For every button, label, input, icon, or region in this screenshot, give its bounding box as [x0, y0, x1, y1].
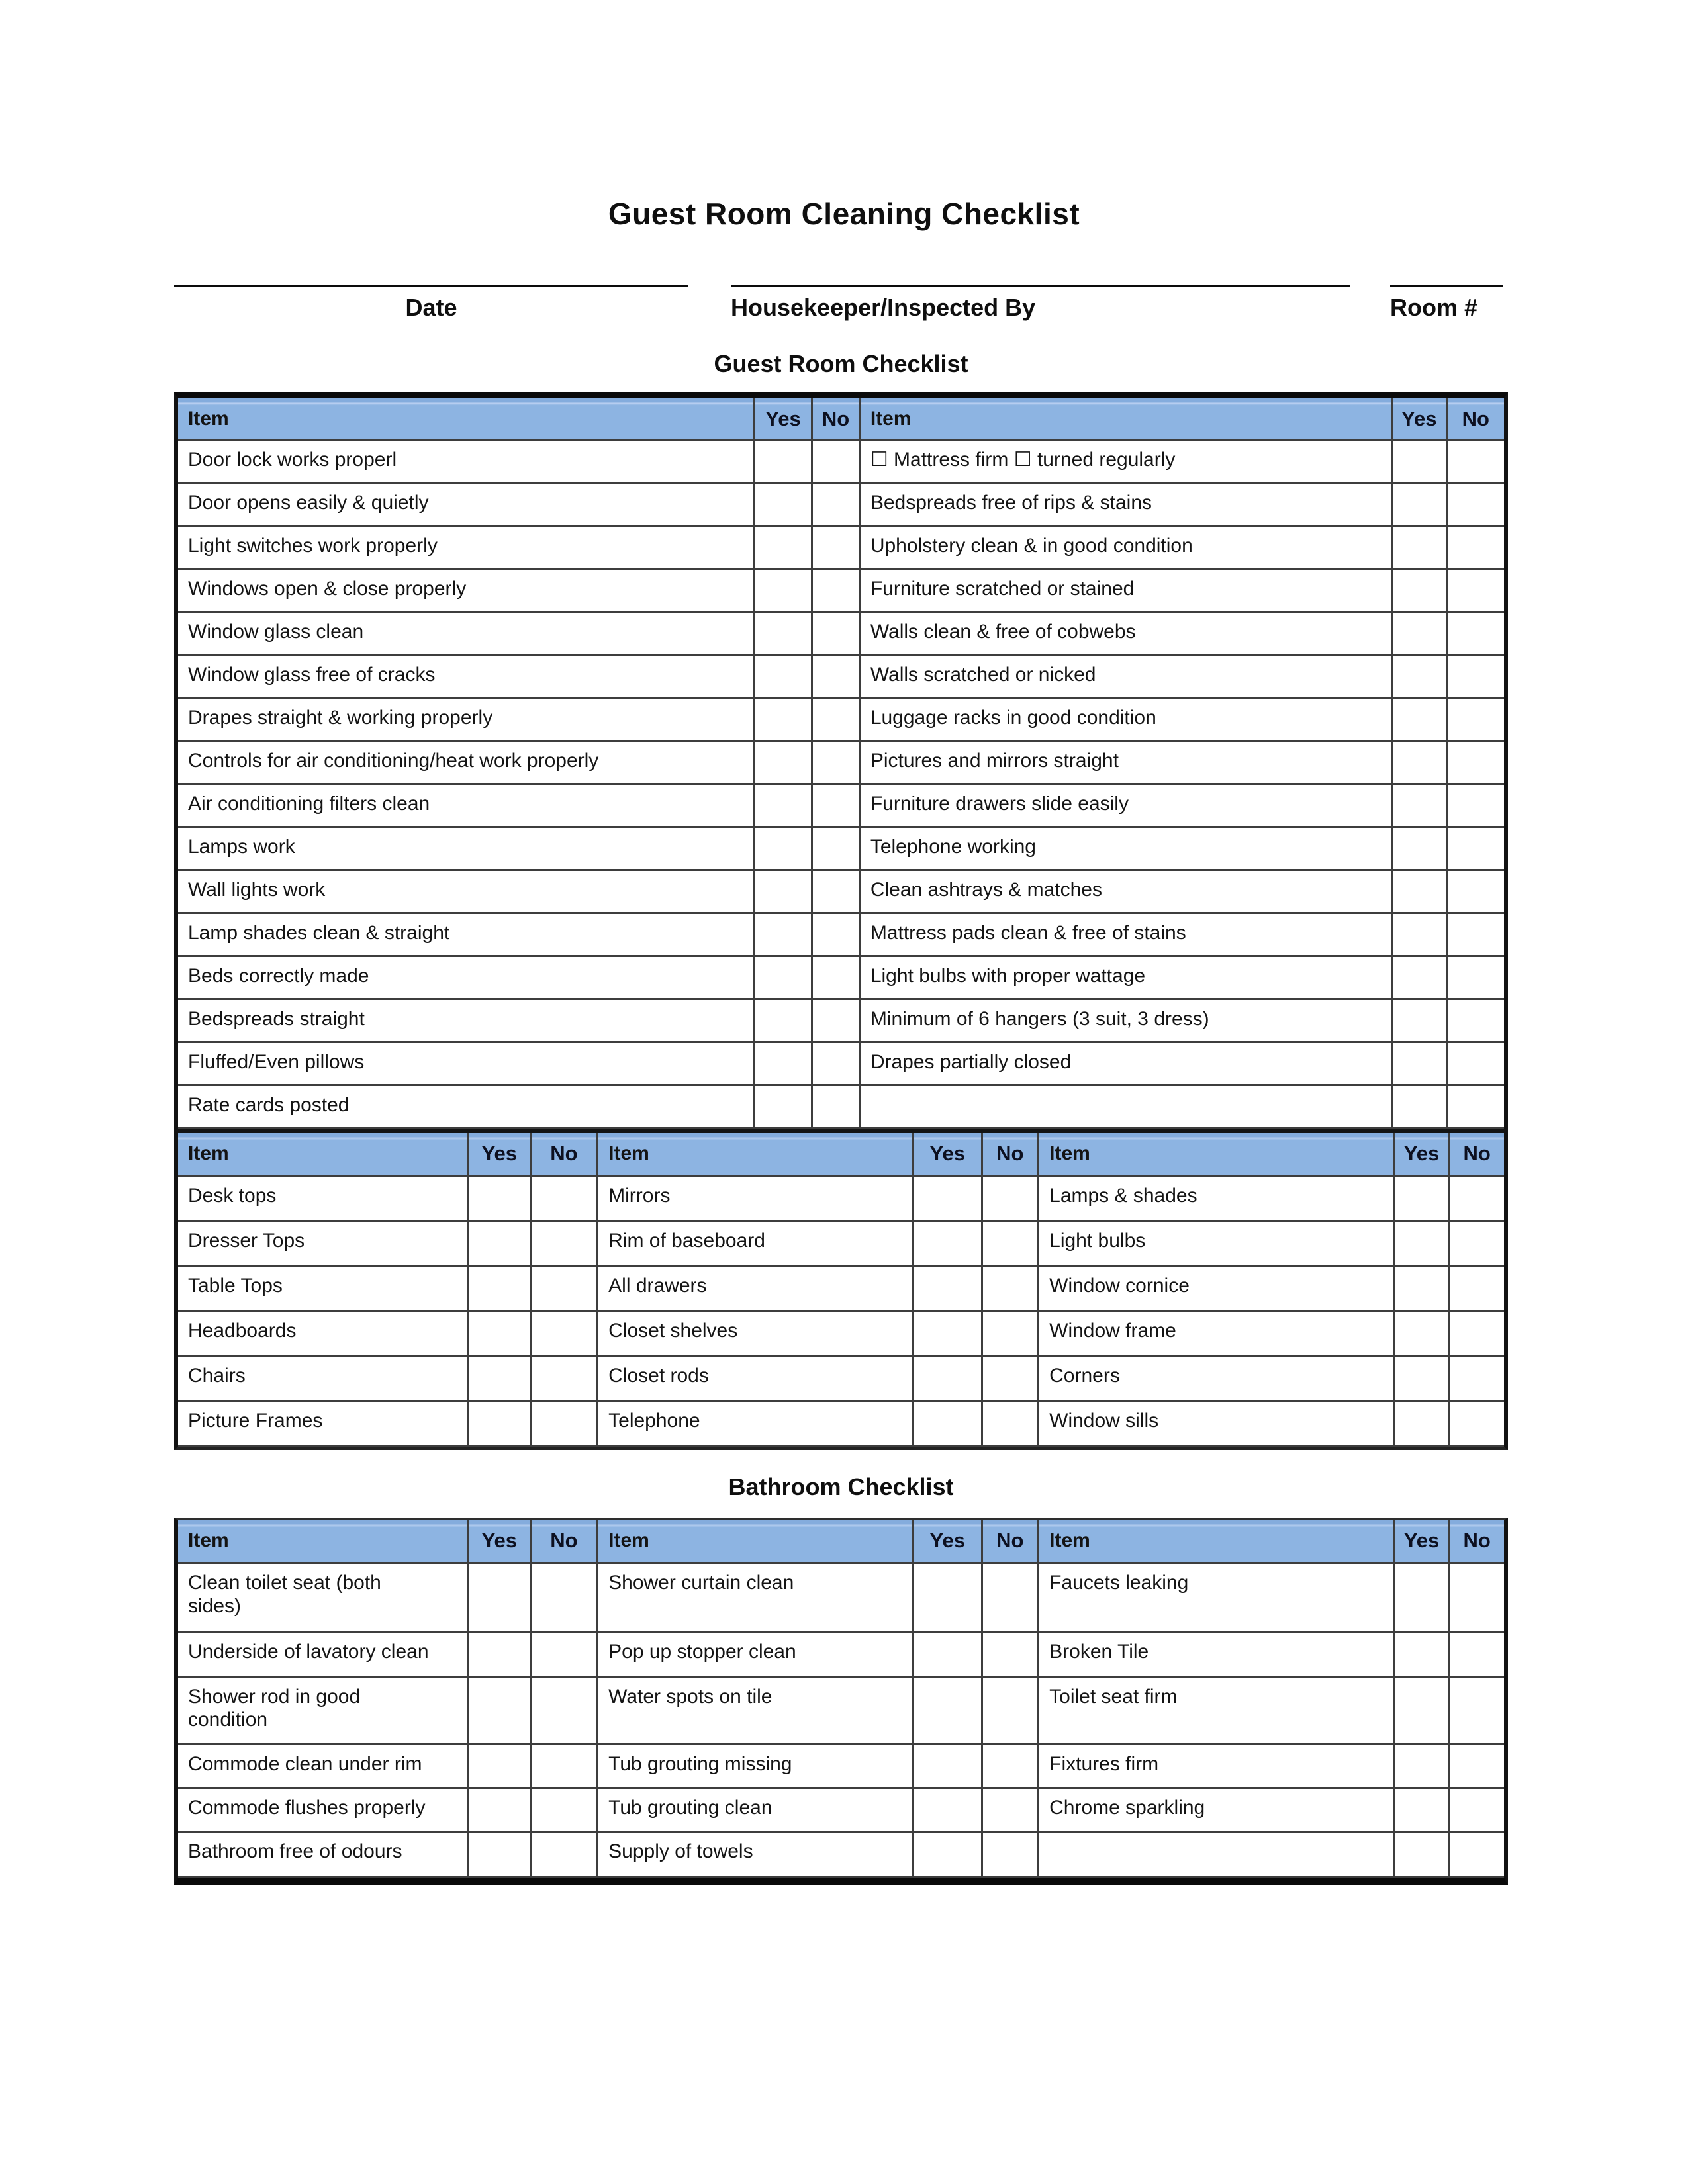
item-cell: Lamps & shades [1039, 1177, 1395, 1222]
item-cell: Window frame [1039, 1312, 1395, 1357]
item-cell: Pop up stopper clean [598, 1633, 914, 1678]
no-cell [983, 1789, 1040, 1833]
no-cell [1450, 1633, 1504, 1678]
column-header-item: Item [178, 1520, 469, 1564]
item-cell: Mattress pads clean & free of stains [861, 914, 1393, 957]
item-cell: Dresser Tops [178, 1222, 469, 1267]
yes-cell [755, 1043, 813, 1086]
no-cell [1448, 742, 1504, 785]
yes-cell [914, 1633, 983, 1678]
item-cell: Telephone working [861, 828, 1393, 871]
yes-cell [914, 1267, 983, 1312]
item-cell: Rim of baseboard [598, 1222, 914, 1267]
yes-cell [469, 1564, 532, 1633]
yes-cell [1393, 914, 1448, 957]
no-cell [532, 1633, 599, 1678]
yes-cell [1393, 785, 1448, 828]
yes-cell [1393, 527, 1448, 570]
column-header-yes: Yes [1395, 1520, 1450, 1564]
no-cell [813, 871, 861, 914]
item-cell: Bedspreads free of rips & stains [861, 484, 1393, 527]
item-cell: Water spots on tile [598, 1678, 914, 1745]
item-cell: Light bulbs [1039, 1222, 1395, 1267]
yes-cell [1395, 1833, 1450, 1878]
yes-cell [755, 613, 813, 656]
yes-cell [1393, 1000, 1448, 1043]
no-cell [532, 1177, 599, 1222]
no-cell [983, 1267, 1040, 1312]
item-cell: Commode flushes properly [178, 1789, 469, 1833]
no-cell [983, 1402, 1040, 1447]
yes-cell [914, 1833, 983, 1878]
yes-cell [1393, 699, 1448, 742]
yes-cell [755, 656, 813, 699]
no-cell [1450, 1357, 1504, 1402]
no-cell [1448, 1086, 1504, 1129]
no-cell [983, 1177, 1040, 1222]
yes-cell [1395, 1745, 1450, 1789]
no-cell [983, 1833, 1040, 1878]
no-cell [1448, 484, 1504, 527]
no-cell [532, 1745, 599, 1789]
no-cell [1448, 570, 1504, 613]
no-cell [1450, 1789, 1504, 1833]
no-cell [813, 613, 861, 656]
item-cell: Window glass free of cracks [178, 656, 755, 699]
yes-cell [1395, 1402, 1450, 1447]
item-cell: All drawers [598, 1267, 914, 1312]
item-cell: Desk tops [178, 1177, 469, 1222]
no-cell [1450, 1177, 1504, 1222]
yes-cell [1395, 1267, 1450, 1312]
yes-cell [1393, 871, 1448, 914]
item-cell: Walls scratched or nicked [861, 656, 1393, 699]
yes-cell [1395, 1678, 1450, 1745]
yes-cell [1393, 613, 1448, 656]
yes-cell [1395, 1222, 1450, 1267]
no-cell [532, 1678, 599, 1745]
item-cell [861, 1086, 1393, 1129]
column-header-no: No [983, 1520, 1040, 1564]
yes-cell [469, 1222, 532, 1267]
item-cell: Door opens easily & quietly [178, 484, 755, 527]
item-cell: Table Tops [178, 1267, 469, 1312]
no-cell [813, 785, 861, 828]
no-cell [532, 1402, 599, 1447]
item-cell: Lamp shades clean & straight [178, 914, 755, 957]
yes-cell [914, 1789, 983, 1833]
yes-cell [469, 1633, 532, 1678]
item-cell: Furniture drawers slide easily [861, 785, 1393, 828]
no-cell [813, 1043, 861, 1086]
no-cell [1448, 613, 1504, 656]
no-cell [1448, 699, 1504, 742]
no-cell [532, 1357, 599, 1402]
section-heading-bathroom: Bathroom Checklist [728, 1473, 954, 1500]
item-cell: Controls for air conditioning/heat work properly [178, 742, 755, 785]
no-cell [1448, 656, 1504, 699]
signature-line-date [174, 285, 688, 322]
yes-cell [469, 1789, 532, 1833]
item-cell: Clean toilet seat (both sides) [178, 1564, 469, 1633]
signature-line-housekeeper [731, 285, 1350, 322]
item-cell: Air conditioning filters clean [178, 785, 755, 828]
yes-cell [914, 1177, 983, 1222]
item-cell: Closet rods [598, 1357, 914, 1402]
item-cell: Window sills [1039, 1402, 1395, 1447]
yes-cell [755, 1086, 813, 1129]
no-cell [532, 1564, 599, 1633]
item-cell: Toilet seat firm [1039, 1678, 1395, 1745]
item-cell: Shower rod in good condition [178, 1678, 469, 1745]
column-header-yes: Yes [755, 398, 813, 441]
item-cell: Light bulbs with proper wattage [861, 957, 1393, 1000]
yes-cell [1393, 742, 1448, 785]
no-cell [1450, 1833, 1504, 1878]
item-cell: Window cornice [1039, 1267, 1395, 1312]
yes-cell [755, 871, 813, 914]
column-header-yes: Yes [914, 1133, 983, 1177]
item-cell: Drapes partially closed [861, 1043, 1393, 1086]
yes-cell [469, 1312, 532, 1357]
item-cell: Light switches work properly [178, 527, 755, 570]
yes-cell [469, 1267, 532, 1312]
item-cell: Tub grouting clean [598, 1789, 914, 1833]
yes-cell [1395, 1312, 1450, 1357]
yes-cell [1395, 1789, 1450, 1833]
yes-cell [755, 484, 813, 527]
item-cell: Drapes straight & working properly [178, 699, 755, 742]
yes-cell [1393, 957, 1448, 1000]
yes-cell [1393, 570, 1448, 613]
item-cell: Luggage racks in good condition [861, 699, 1393, 742]
column-header-item: Item [861, 398, 1393, 441]
no-cell [1450, 1564, 1504, 1633]
no-cell [1448, 914, 1504, 957]
signature-row [174, 285, 1508, 322]
column-header-yes: Yes [914, 1520, 983, 1564]
item-cell: Commode clean under rim [178, 1745, 469, 1789]
column-header-item: Item [178, 398, 755, 441]
item-cell: Pictures and mirrors straight [861, 742, 1393, 785]
item-cell: ☐ Mattress firm ☐ turned regularly [861, 441, 1393, 484]
yes-cell [1395, 1564, 1450, 1633]
no-cell [1450, 1222, 1504, 1267]
item-cell: Shower curtain clean [598, 1564, 914, 1633]
column-header-item: Item [598, 1520, 914, 1564]
item-cell: Broken Tile [1039, 1633, 1395, 1678]
no-cell [1450, 1402, 1504, 1447]
item-cell: Lamps work [178, 828, 755, 871]
item-cell: Furniture scratched or stained [861, 570, 1393, 613]
yes-cell [914, 1745, 983, 1789]
item-cell: Chairs [178, 1357, 469, 1402]
column-header-no: No [1450, 1133, 1504, 1177]
no-cell [813, 527, 861, 570]
no-cell [1450, 1312, 1504, 1357]
item-cell: Windows open & close properly [178, 570, 755, 613]
item-cell: Door lock works properl [178, 441, 755, 484]
yes-cell [1393, 441, 1448, 484]
column-header-no: No [983, 1133, 1040, 1177]
item-cell: Wall lights work [178, 871, 755, 914]
no-cell [813, 656, 861, 699]
item-cell: Underside of lavatory clean [178, 1633, 469, 1678]
no-cell [983, 1678, 1040, 1745]
section-heading-guest-room: Guest Room Checklist [714, 350, 968, 377]
no-cell [1448, 527, 1504, 570]
no-cell [1448, 1043, 1504, 1086]
yes-cell [469, 1745, 532, 1789]
no-cell [983, 1357, 1040, 1402]
no-cell [813, 742, 861, 785]
no-cell [1448, 828, 1504, 871]
item-cell: Headboards [178, 1312, 469, 1357]
yes-cell [469, 1177, 532, 1222]
no-cell [983, 1633, 1040, 1678]
item-cell: Walls clean & free of cobwebs [861, 613, 1393, 656]
column-header-yes: Yes [469, 1133, 532, 1177]
yes-cell [755, 828, 813, 871]
no-cell [1450, 1745, 1504, 1789]
no-cell [813, 957, 861, 1000]
item-cell: Bathroom free of odours [178, 1833, 469, 1878]
item-cell: Fixtures firm [1039, 1745, 1395, 1789]
yes-cell [469, 1678, 532, 1745]
item-cell: Mirrors [598, 1177, 914, 1222]
item-cell: Window glass clean [178, 613, 755, 656]
column-header-yes: Yes [1393, 398, 1448, 441]
no-cell [983, 1222, 1040, 1267]
yes-cell [469, 1402, 532, 1447]
item-cell: Minimum of 6 hangers (3 suit, 3 dress) [861, 1000, 1393, 1043]
yes-cell [755, 785, 813, 828]
no-cell [813, 441, 861, 484]
guest-room-checklist-table-top [174, 392, 1508, 1129]
yes-cell [755, 957, 813, 1000]
item-cell: Closet shelves [598, 1312, 914, 1357]
yes-cell [914, 1222, 983, 1267]
no-cell [983, 1564, 1040, 1633]
column-header-no: No [813, 398, 861, 441]
no-cell [813, 1086, 861, 1129]
yes-cell [1393, 1086, 1448, 1129]
item-cell: Corners [1039, 1357, 1395, 1402]
yes-cell [755, 570, 813, 613]
item-cell: Supply of towels [598, 1833, 914, 1878]
column-header-item: Item [1039, 1133, 1395, 1177]
no-cell [532, 1222, 599, 1267]
no-cell [1448, 785, 1504, 828]
yes-cell [755, 1000, 813, 1043]
no-cell [983, 1745, 1040, 1789]
yes-cell [755, 441, 813, 484]
bathroom-checklist-table [174, 1518, 1508, 1885]
item-cell: Picture Frames [178, 1402, 469, 1447]
no-cell [813, 914, 861, 957]
column-header-no: No [532, 1520, 599, 1564]
item-cell: Beds correctly made [178, 957, 755, 1000]
item-cell: Tub grouting missing [598, 1745, 914, 1789]
no-cell [1448, 871, 1504, 914]
yes-cell [755, 527, 813, 570]
yes-cell [755, 742, 813, 785]
yes-cell [1395, 1357, 1450, 1402]
item-cell: Faucets leaking [1039, 1564, 1395, 1633]
column-header-no: No [1448, 398, 1504, 441]
signature-label-room-number: Room # [1390, 294, 1478, 321]
no-cell [532, 1267, 599, 1312]
column-header-yes: Yes [1395, 1133, 1450, 1177]
no-cell [1448, 441, 1504, 484]
no-cell [532, 1312, 599, 1357]
no-cell [532, 1789, 599, 1833]
item-cell: Chrome sparkling [1039, 1789, 1395, 1833]
yes-cell [914, 1678, 983, 1745]
no-cell [1450, 1267, 1504, 1312]
no-cell [813, 484, 861, 527]
no-cell [1450, 1678, 1504, 1745]
signature-line-room-number [1390, 285, 1503, 322]
item-cell: Telephone [598, 1402, 914, 1447]
no-cell [813, 828, 861, 871]
yes-cell [1395, 1633, 1450, 1678]
no-cell [1448, 957, 1504, 1000]
signature-label-housekeeper: Housekeeper/Inspected By [731, 294, 1036, 321]
guest-room-checklist-table-bottom [174, 1129, 1508, 1450]
yes-cell [755, 699, 813, 742]
document-title: Guest Room Cleaning Checklist [608, 197, 1080, 231]
no-cell [813, 570, 861, 613]
no-cell [813, 1000, 861, 1043]
yes-cell [914, 1402, 983, 1447]
column-header-no: No [1450, 1520, 1504, 1564]
item-cell [1039, 1833, 1395, 1878]
yes-cell [1393, 656, 1448, 699]
yes-cell [1395, 1177, 1450, 1222]
column-header-no: No [532, 1133, 599, 1177]
yes-cell [914, 1357, 983, 1402]
yes-cell [469, 1357, 532, 1402]
item-cell: Clean ashtrays & matches [861, 871, 1393, 914]
yes-cell [914, 1564, 983, 1633]
item-cell: Upholstery clean & in good condition [861, 527, 1393, 570]
no-cell [983, 1312, 1040, 1357]
no-cell [532, 1833, 599, 1878]
yes-cell [1393, 828, 1448, 871]
item-cell: Rate cards posted [178, 1086, 755, 1129]
item-cell: Fluffed/Even pillows [178, 1043, 755, 1086]
yes-cell [469, 1833, 532, 1878]
column-header-yes: Yes [469, 1520, 532, 1564]
yes-cell [1393, 484, 1448, 527]
yes-cell [755, 914, 813, 957]
column-header-item: Item [1039, 1520, 1395, 1564]
item-cell: Bedspreads straight [178, 1000, 755, 1043]
yes-cell [914, 1312, 983, 1357]
column-header-item: Item [598, 1133, 914, 1177]
column-header-item: Item [178, 1133, 469, 1177]
yes-cell [1393, 1043, 1448, 1086]
no-cell [1448, 1000, 1504, 1043]
no-cell [813, 699, 861, 742]
signature-label-date: Date [405, 294, 457, 321]
